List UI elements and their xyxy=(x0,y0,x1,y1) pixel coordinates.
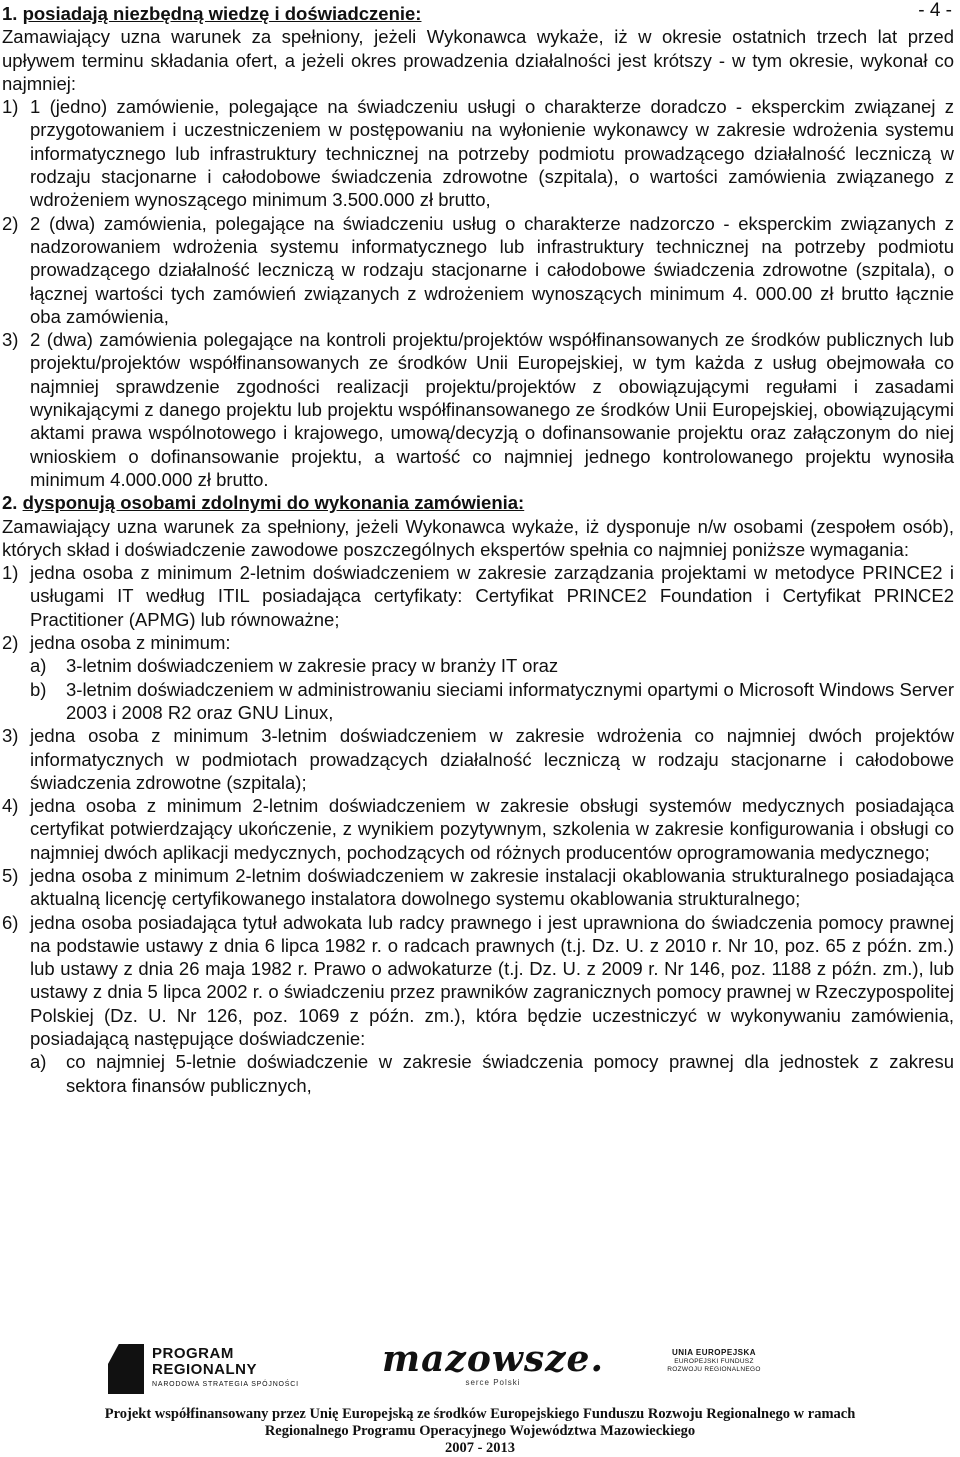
program-logo-line-2: REGIONALNY xyxy=(152,1361,258,1378)
sublist-text: co najmniej 5-letnie doświadczenie w zakresie świadczenia pomocy prawnej dla jednostek z zakresu sektora finansów publicznych, xyxy=(66,1051,954,1096)
sublist-text: 3-letnim doświadczeniem w administrowaniu sieciami informatycznymi opartymi o Microsoft Windows Server 2003 i 2008 R2 oraz GNU Linux, xyxy=(66,678,954,723)
sublist-letter: a) xyxy=(30,1051,47,1073)
list-text: jedna osoba z minimum 3-letnim doświadczeniem w zakresie wdrożenia co najmniej dwóch projektów informatycznych w podmiotach prowadzących działalność leczniczą w rodzaju stacjonarne i całodobowe świadczenia zdrowotne (szpitala); xyxy=(30,725,954,793)
list-number: 3) xyxy=(2,329,19,351)
program-logo-line-1: PROGRAM xyxy=(152,1345,234,1362)
eu-logo-line-3: ROZWOJU REGIONALNEGO xyxy=(667,1366,761,1373)
section-2-item-5 xyxy=(2,864,954,911)
eu-logo xyxy=(664,1348,764,1392)
section-1-item-3 xyxy=(2,328,954,491)
section-1-item-2 xyxy=(2,212,954,328)
program-regionalny-logo xyxy=(108,1344,318,1396)
mazowsze-wordmark: mazowsze. xyxy=(381,1338,604,1380)
page-footer xyxy=(0,1406,960,1457)
section-1-number: 1. xyxy=(2,3,18,24)
section-2-intro: Zamawiający uzna warunek za spełniony, jeżeli Wykonawca wykaże, iż dysponuje n/w osobami (zespołem osób), których skład i doświadczenie zawodowe poszczególnych ekspertów spełnia co najmniej poniższe wymagania: xyxy=(2,515,954,560)
section-2-number: 2. xyxy=(2,492,18,514)
section-2-item-6 xyxy=(2,911,954,1051)
footer-line-2: Regionalnego Programu Operacyjnego Województwa Mazowieckiego xyxy=(264,1423,696,1439)
list-number: 2) xyxy=(2,212,19,234)
eu-logo-line-1: UNIA EUROPEJSKA xyxy=(671,1348,757,1357)
eu-logo-line-2: EUROPEJSKI FUNDUSZ xyxy=(674,1358,754,1365)
program-flag-icon xyxy=(108,1344,144,1394)
list-text: jedna osoba posiadająca tytuł adwokata lub radcy prawnego i jest uprawniona do świadczenia pomocy prawnej na podstawie ustawy z dnia 6 lipca 1982 r. o radcach prawnych (t.j. Dz. U. z 2010 r. Nr 10, poz. 65 z późn. zm.) lub ustawy z dnia 26 maja 1982 r. Prawo o adwokaturze (t.j. Dz. U. z 2009 r. Nr 146, poz. 1188 z późn. zm.), lub ustawy z dnia 5 lipca 2002 r. o świadczeniu przez prawników zagranicznych pomocy prawnej w Rzeczypospolitej Polskiej (Dz. U. Nr 126, poz. 1069 z późn. zm.), która będzie uczestniczyć w wykonywaniu zamówienia, posiadającą następujące doświadczenie: xyxy=(30,911,954,1050)
sublist-letter: b) xyxy=(30,678,47,700)
section-2-item-3 xyxy=(2,724,954,794)
section-2-item-6-a xyxy=(2,1050,954,1097)
list-text: jedna osoba z minimum 2-letnim doświadczeniem w zakresie instalacji okablowania strukturalnego posiadająca aktualną licencję certyfikowanego instalatora dowolnego systemu okablowania strukturalnego; xyxy=(30,864,954,910)
footer-line-3: 2007 - 2013 xyxy=(444,1440,516,1456)
mazowsze-logo xyxy=(368,1340,618,1400)
list-text: jedna osoba z minimum: xyxy=(30,632,231,654)
section-2-item-4 xyxy=(2,794,954,864)
mazowsze-tagline: serce Polski xyxy=(465,1378,521,1387)
section-1-heading xyxy=(2,2,954,25)
list-text: jedna osoba z minimum 2-letnim doświadczeniem w zakresie obsługi systemów medycznych posiadająca certyfikat potwierdzający ukończenie, z wynikiem pozytywnym, szkolenia w zakresie konfigurowania i obsługi co najmniej dwóch aplikacji medycznych, pochodzących od różnych producentów oprogramowania medycznego; xyxy=(30,795,954,863)
list-number: 3) xyxy=(2,725,19,747)
list-number: 1) xyxy=(2,562,19,584)
footer-line-1: Projekt współfinansowany przez Unię Europejską ze środków Europejskiego Funduszu Rozwoju Regionalnego w ramach xyxy=(104,1406,856,1422)
list-number: 1) xyxy=(2,96,19,118)
list-text: jedna osoba z minimum 2-letnim doświadczeniem w zakresie zarządzania projektami w metodyce PRINCE2 i usługami IT według ITIL posiadająca certyfikaty: Certyfikat PRINCE2 Foundation i Certyfikat PRINCE2 Practitioner (APMG) lub równoważne; xyxy=(30,562,954,630)
section-1-intro: Zamawiający uzna warunek za spełniony, jeżeli Wykonawca wykaże, iż w okresie ostatnich trzech lat przed upływem terminu składania ofert, a jeżeli okres prowadzenia działalności jest krótszy - w tym okresie, wykonał co najmniej: xyxy=(2,26,954,94)
list-number: 2) xyxy=(2,632,19,654)
section-1-item-1 xyxy=(2,95,954,211)
list-text: 2 (dwa) zamówienia polegające na kontroli projektu/projektów współfinansowanych ze środków publicznych lub projektu/projektów współfinansowanych ze środków Unii Europejskiej, w tym każda z usług obejmowała co najmniej sprawdzenie zgodności realizacji projektu/projektów z obowiązującymi regułami i zasadami wynikającymi z danego projektu lub projektu współfinansowanego ze środków Unii Europejskiej, obowiązującymi aktami prawa wspólnotowego i krajowego, umową/decyzją o dofinansowanie projektu oraz załączonym do niej wnioskiem o dofinansowanie projektu, a wartość co najmniej jednego kontrolowanego projektu wynosiła minimum 4.000.000 zł brutto. xyxy=(30,329,954,490)
section-2-item-2 xyxy=(2,631,954,654)
section-2-item-2-b xyxy=(2,678,954,725)
program-logo-line-3: NARODOWA STRATEGIA SPÓJNOŚCI xyxy=(152,1381,299,1388)
list-text: 1 (jedno) zamówienie, polegające na świadczeniu usługi o charakterze doradczo - eksperckim związanej z przygotowaniem i uczestniczeniem w postępowaniu na wyłonienie wykonawcy w zakresie wdrożenia systemu informatycznego lub infrastruktury technicznej na potrzeby podmiotu prowadzącego działalność leczniczą w rodzaju stacjonarne i całodobowe świadczenia zdrowotne (szpitala), o wartości zamówienia związanego z wdrożeniem wynoszącego minimum 3.500.000 zł brutto, xyxy=(30,96,954,211)
document-body xyxy=(2,2,954,1097)
list-text: 2 (dwa) zamówienia, polegające na świadczeniu usług o charakterze nadzorczo - eksperckim związanych z nadzorowaniem wdrożenia systemu informatycznego lub infrastruktury technicznej na potrzeby podmiotu prowadzącego działalność leczniczą w rodzaju stacjonarne i całodobowe świadczenia zdrowotne (szpitala), o łącznej wartości tych zamówień związanych z wdrożeniem wynoszących minimum 4. 000.00 zł brutto łącznie oba zamówienia, xyxy=(30,212,954,327)
section-2-heading xyxy=(2,491,954,514)
list-number: 6) xyxy=(2,911,19,933)
sublist-letter: a) xyxy=(30,655,47,677)
sublist-text: 3-letnim doświadczeniem w zakresie pracy w branży IT oraz xyxy=(66,655,559,677)
page-number: - 4 - xyxy=(918,0,952,21)
list-number: 5) xyxy=(2,864,19,886)
list-number: 4) xyxy=(2,795,19,817)
section-2-title: dysponują osobami zdolnymi do wykonania zamówienia: xyxy=(22,492,525,514)
section-2-item-1 xyxy=(2,561,954,631)
section-1-title: posiadają niezbędną wiedzę i doświadczenie: xyxy=(22,3,422,24)
section-2-item-2-a xyxy=(2,654,954,677)
funding-logos xyxy=(0,1340,960,1402)
